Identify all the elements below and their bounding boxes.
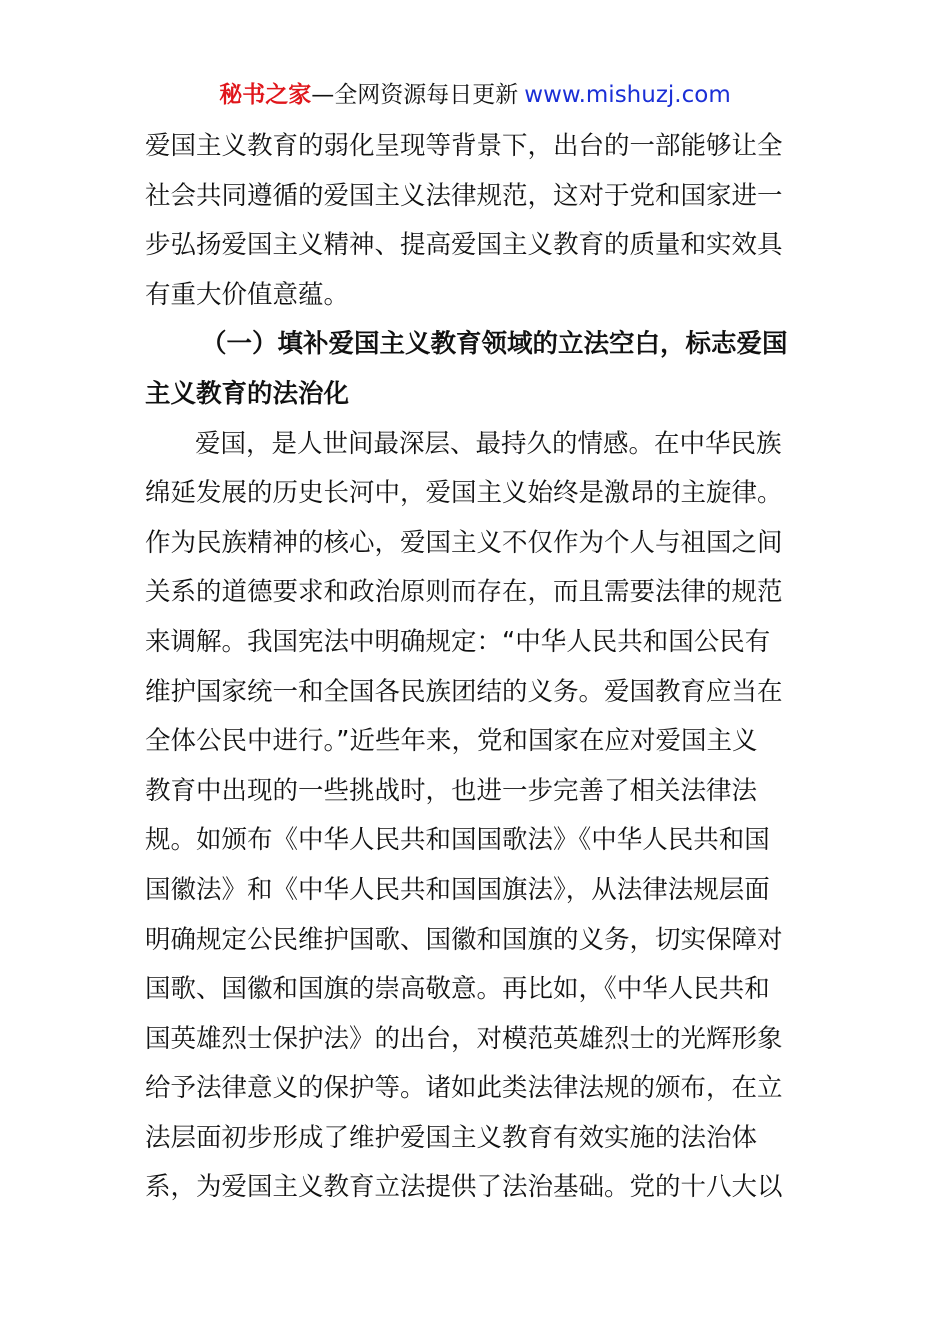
text-line: 有重大价值意蕴。 <box>145 279 350 310</box>
site-url-link[interactable]: www.mishuzj.com <box>524 82 731 108</box>
text-line: 爱国，是人世间最深层、最持久的情感。在中华民族 <box>195 428 782 459</box>
text-line: 国歌、国徽和国旗的崇高敬意。再比如，《中华人民共和 <box>145 974 770 1005</box>
brand-name: 秘书之家 <box>219 82 312 108</box>
text-line: 关系的道德要求和政治原则而存在，而且需要法律的规范 <box>145 577 783 608</box>
heading-line: （一）填补爱国主义教育领域的立法空白，标志爱国 <box>201 329 788 360</box>
intro-paragraph <box>145 122 809 320</box>
text-line: 社会共同遵循的爱国主义法律规范，这对于党和国家进一 <box>145 180 783 211</box>
header-tagline: —全网资源每日更新 <box>311 82 519 108</box>
body-paragraph <box>145 420 809 1214</box>
text-line: 法层面初步形成了维护爱国主义教育有效实施的法治体 <box>145 1122 758 1153</box>
text-line: 国徽法》和《中华人民共和国国旗法》，从法律法规层面 <box>145 874 770 905</box>
text-line: 规。如颁布《中华人民共和国国歌法》《中华人民共和国 <box>145 825 770 856</box>
text-line: 步弘扬爱国主义精神、提高爱国主义教育的质量和实效具 <box>145 230 783 261</box>
text-line: 明确规定公民维护国歌、国徽和国旗的义务，切实保障对 <box>145 924 783 955</box>
text-line: 给予法律意义的保护等。诸如此类法律法规的颁布，在立 <box>145 1073 783 1104</box>
text-line: 作为民族精神的核心，爱国主义不仅作为个人与祖国之间 <box>145 527 783 558</box>
text-line: 绵延发展的历史长河中，爱国主义始终是激昂的主旋律。 <box>145 478 783 509</box>
text-line: 全体公民中进行。”近些年来，党和国家在应对爱国主义 <box>145 726 758 757</box>
section-heading <box>145 320 809 419</box>
site-header <box>0 78 950 112</box>
text-line: 来调解。我国宪法中明确规定：“中华人民共和国公民有 <box>145 626 771 657</box>
text-line: 教育中出现的一些挑战时，也进一步完善了相关法律法 <box>145 775 758 806</box>
text-line: 爱国主义教育的弱化呈现等背景下，出台的一部能够让全 <box>145 131 783 161</box>
heading-line: 主义教育的法治化 <box>145 378 350 409</box>
text-line: 维护国家统一和全国各民族团结的义务。爱国教育应当在 <box>145 676 783 707</box>
document-body <box>145 122 809 1213</box>
text-line: 系，为爱国主义教育立法提供了法治基础。党的十八大以 <box>145 1172 783 1203</box>
text-line: 国英雄烈士保护法》的出台，对模范英雄烈士的光辉形象 <box>145 1023 783 1054</box>
